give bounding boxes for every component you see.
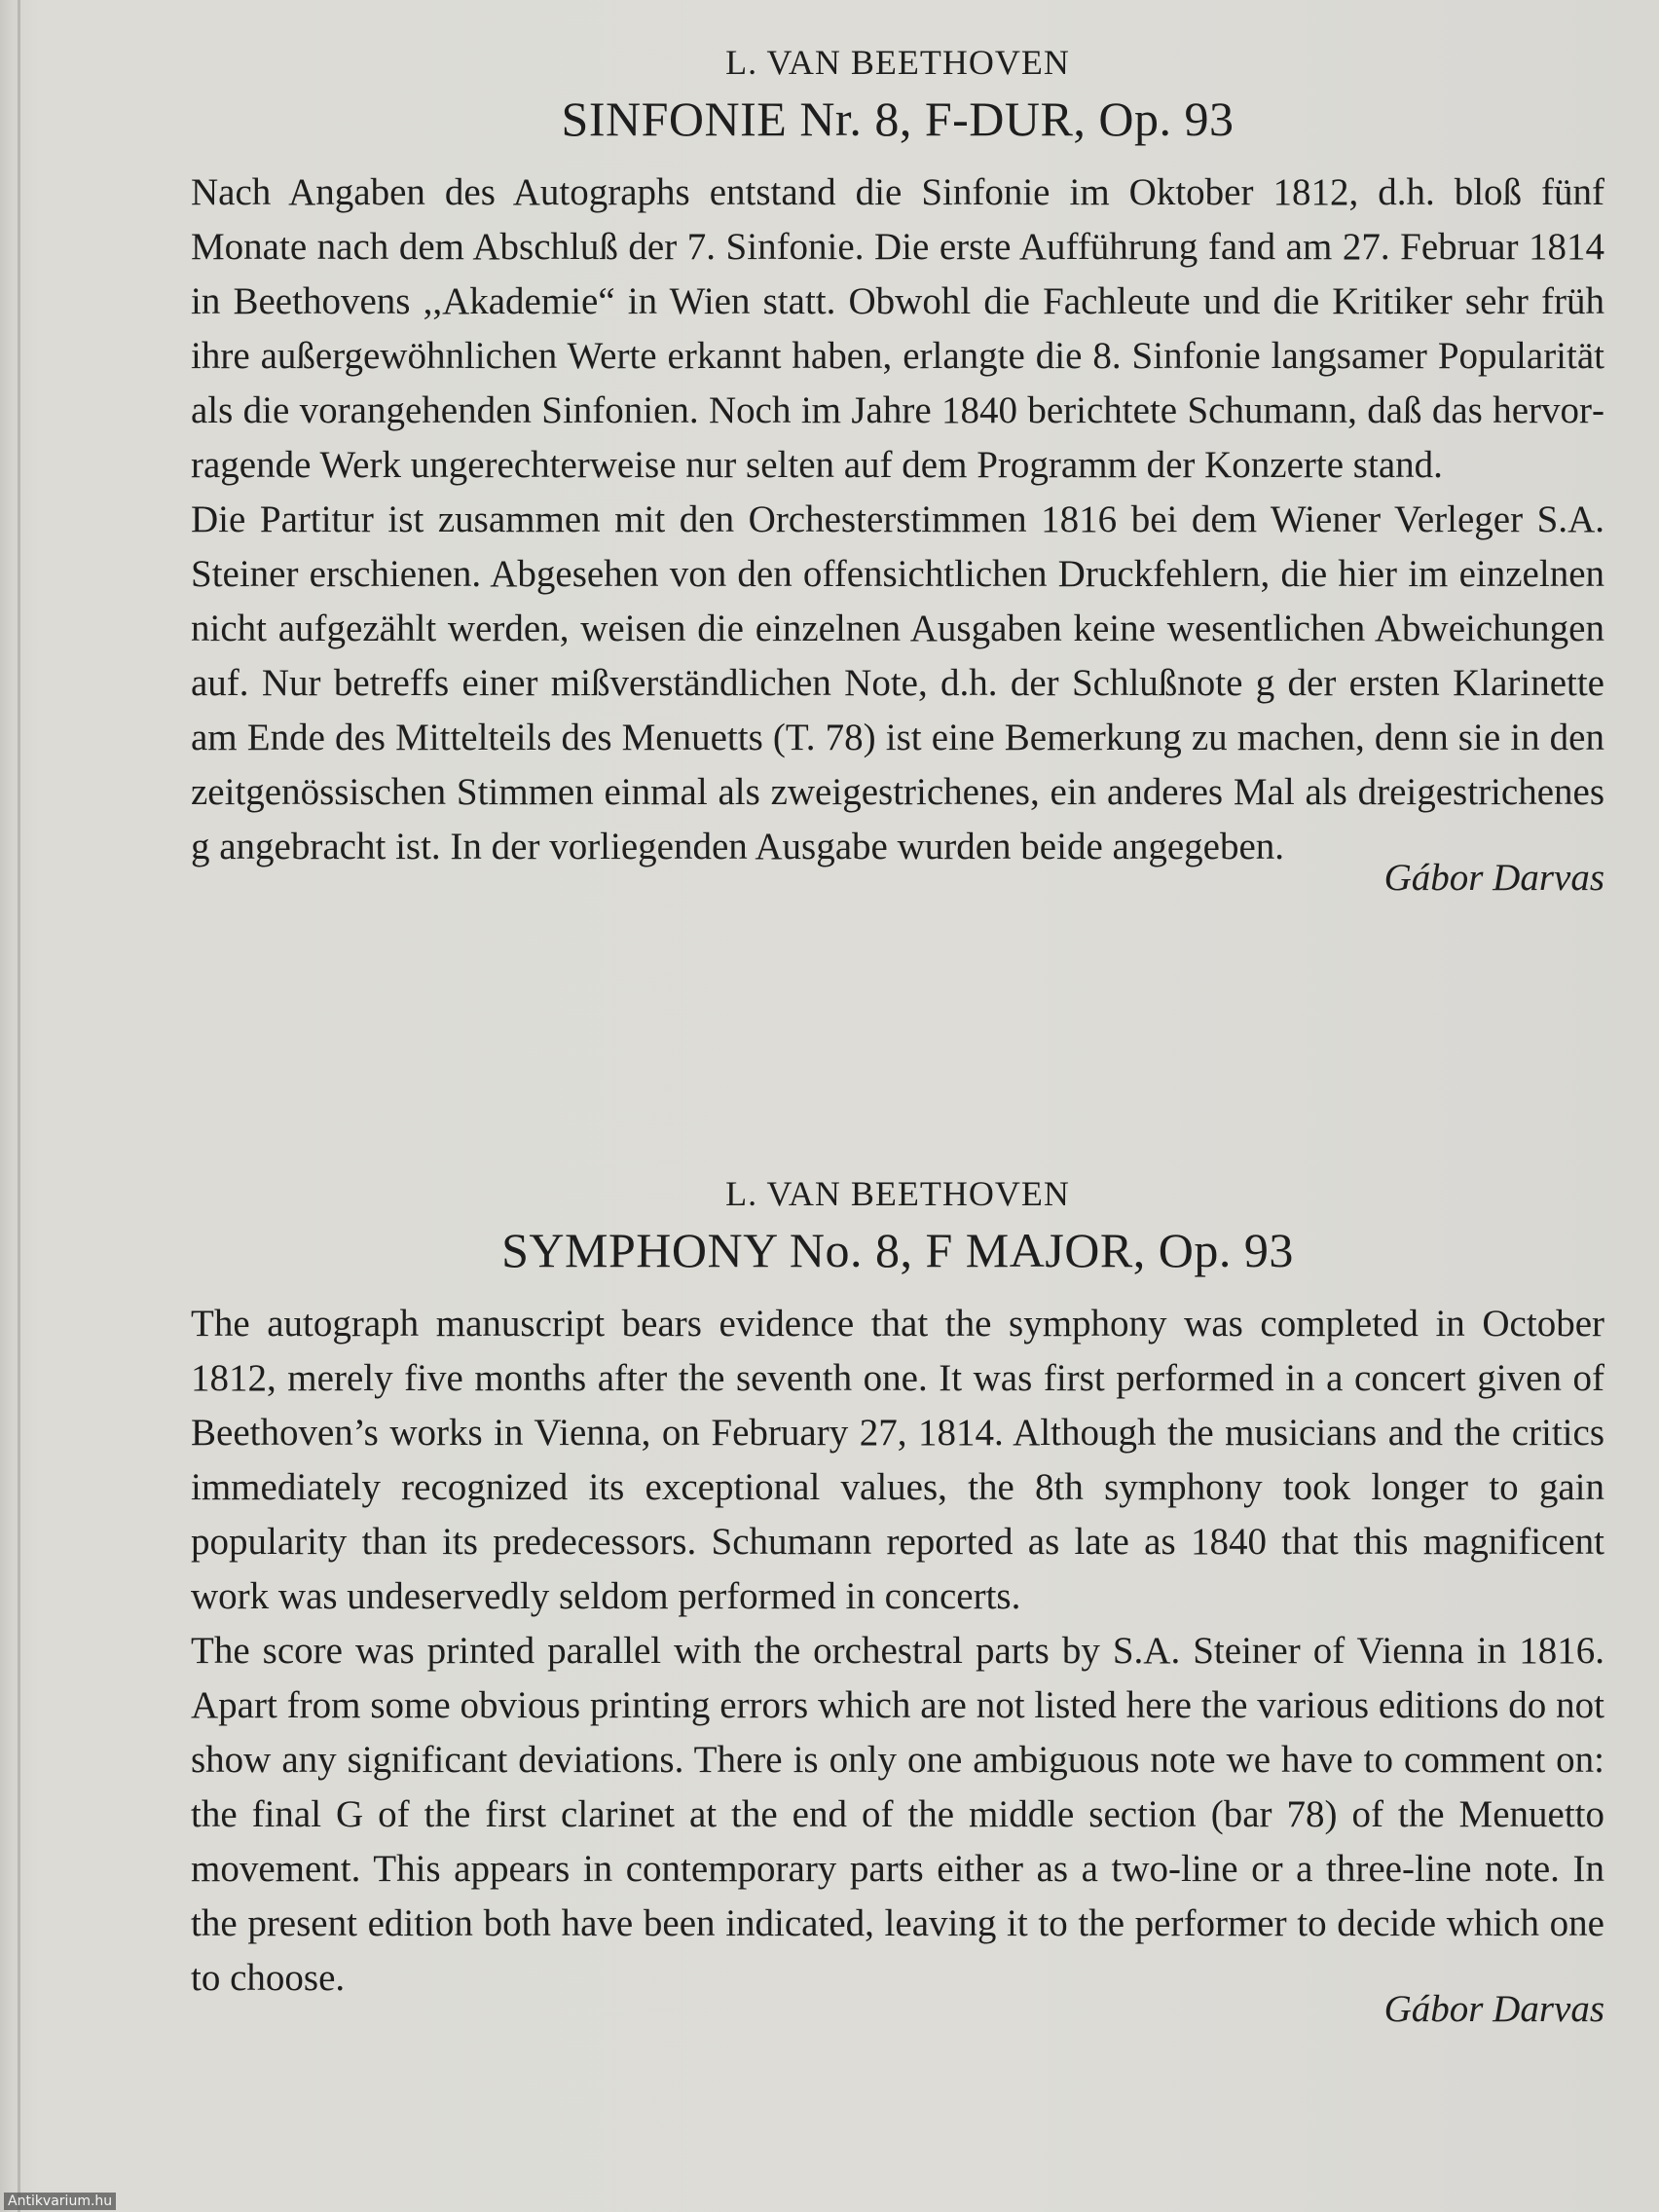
english-paragraph-1: The autograph manuscript bears evidence that the symphony was completed in October 1812, merely five months after the seventh one. It was first performed in a concert given of Beethoven’s works in Vienna, on February 27, 1814. Although the musicians and the critics immediately recognized its exceptional values, the 8th symphony took longer to gain popularity than its predecessors. Schumann reported as late as 1840 that this magnificent work was undeservedly seldom performed in concerts.	[191, 1303, 1604, 1617]
german-signature: Gábor Darvas	[1383, 857, 1604, 899]
german-section	[191, 39, 1604, 903]
english-paragraph-2: The score was printed parallel with the orchestral parts by S.A. Steiner of Vienna in 1816. Apart from some obvious printing errors which are not listed here the various editions do not show any significant deviations. There is only one ambiguous note we have to comment on: the final G of the first clarinet at the end of the middle section (bar 78) of the Menuetto movement. This appears in contemporary parts either as a two-line or a three-line note. In the present edition both have been indicated, leaving it to the performer to decide which one to choose.	[191, 1630, 1604, 1999]
english-section	[191, 1170, 1604, 2035]
english-title: SYMPHONY No. 8, F MAJOR, Op. 93	[501, 1223, 1294, 1277]
german-composer-heading: L. VAN BEETHOVEN	[725, 43, 1070, 82]
english-signature: Gábor Darvas	[1383, 1988, 1604, 2030]
german-paragraph-1: Nach Angaben des Autographs entstand die Sinfonie im Oktober 1812, d.h. bloß fünf Monate nach dem Abschluß der 7. Sinfonie. Die erste Aufführung fand am 27. Februar 1814 in Beethovens ,,Akademie“ in Wien statt. Obwohl die Fachleute und die Kritiker sehr früh ihre außergewöhnlichen Werte erkannt haben, erlangte die 8. Sinfonie langsamer Popularität als die vorangehenden Sinfonien. Noch im Jahre 1840 berichtete Schumann, daß das hervorragende Werk ungerechterweise nur selten auf dem Programm der Konzerte stand.	[191, 171, 1604, 486]
page-edge-shadow	[18, 0, 20, 2212]
german-paragraph-2: Die Partitur ist zusammen mit den Orchesterstimmen 1816 bei dem Wiener Verleger S.A. Steiner erschienen. Abgesehen von den offensichtlichen Druckfehlern, die hier im einzelnen nicht aufgezählt werden, weisen die einzelnen Ausgaben keine wesentlichen Abweichungen auf. Nur betreffs einer mißverständlichen Note, d.h. der Schlußnote g der ersten Klarinette am Ende des Mittelteils des Menuetts (T. 78) ist eine Bemerkung zu machen, denn sie in den zeitgenössischen Stimmen einmal als zweigestrichenes, ein anderes Mal als dreigestrichenes g angebracht ist. In der vorliegenden Ausgabe wurden beide angegeben.	[191, 498, 1604, 867]
german-title: SINFONIE Nr. 8, F-DUR, Op. 93	[561, 92, 1235, 146]
english-composer-heading: L. VAN BEETHOVEN	[725, 1174, 1070, 1213]
site-watermark: Antikvarium.hu	[4, 2193, 116, 2210]
